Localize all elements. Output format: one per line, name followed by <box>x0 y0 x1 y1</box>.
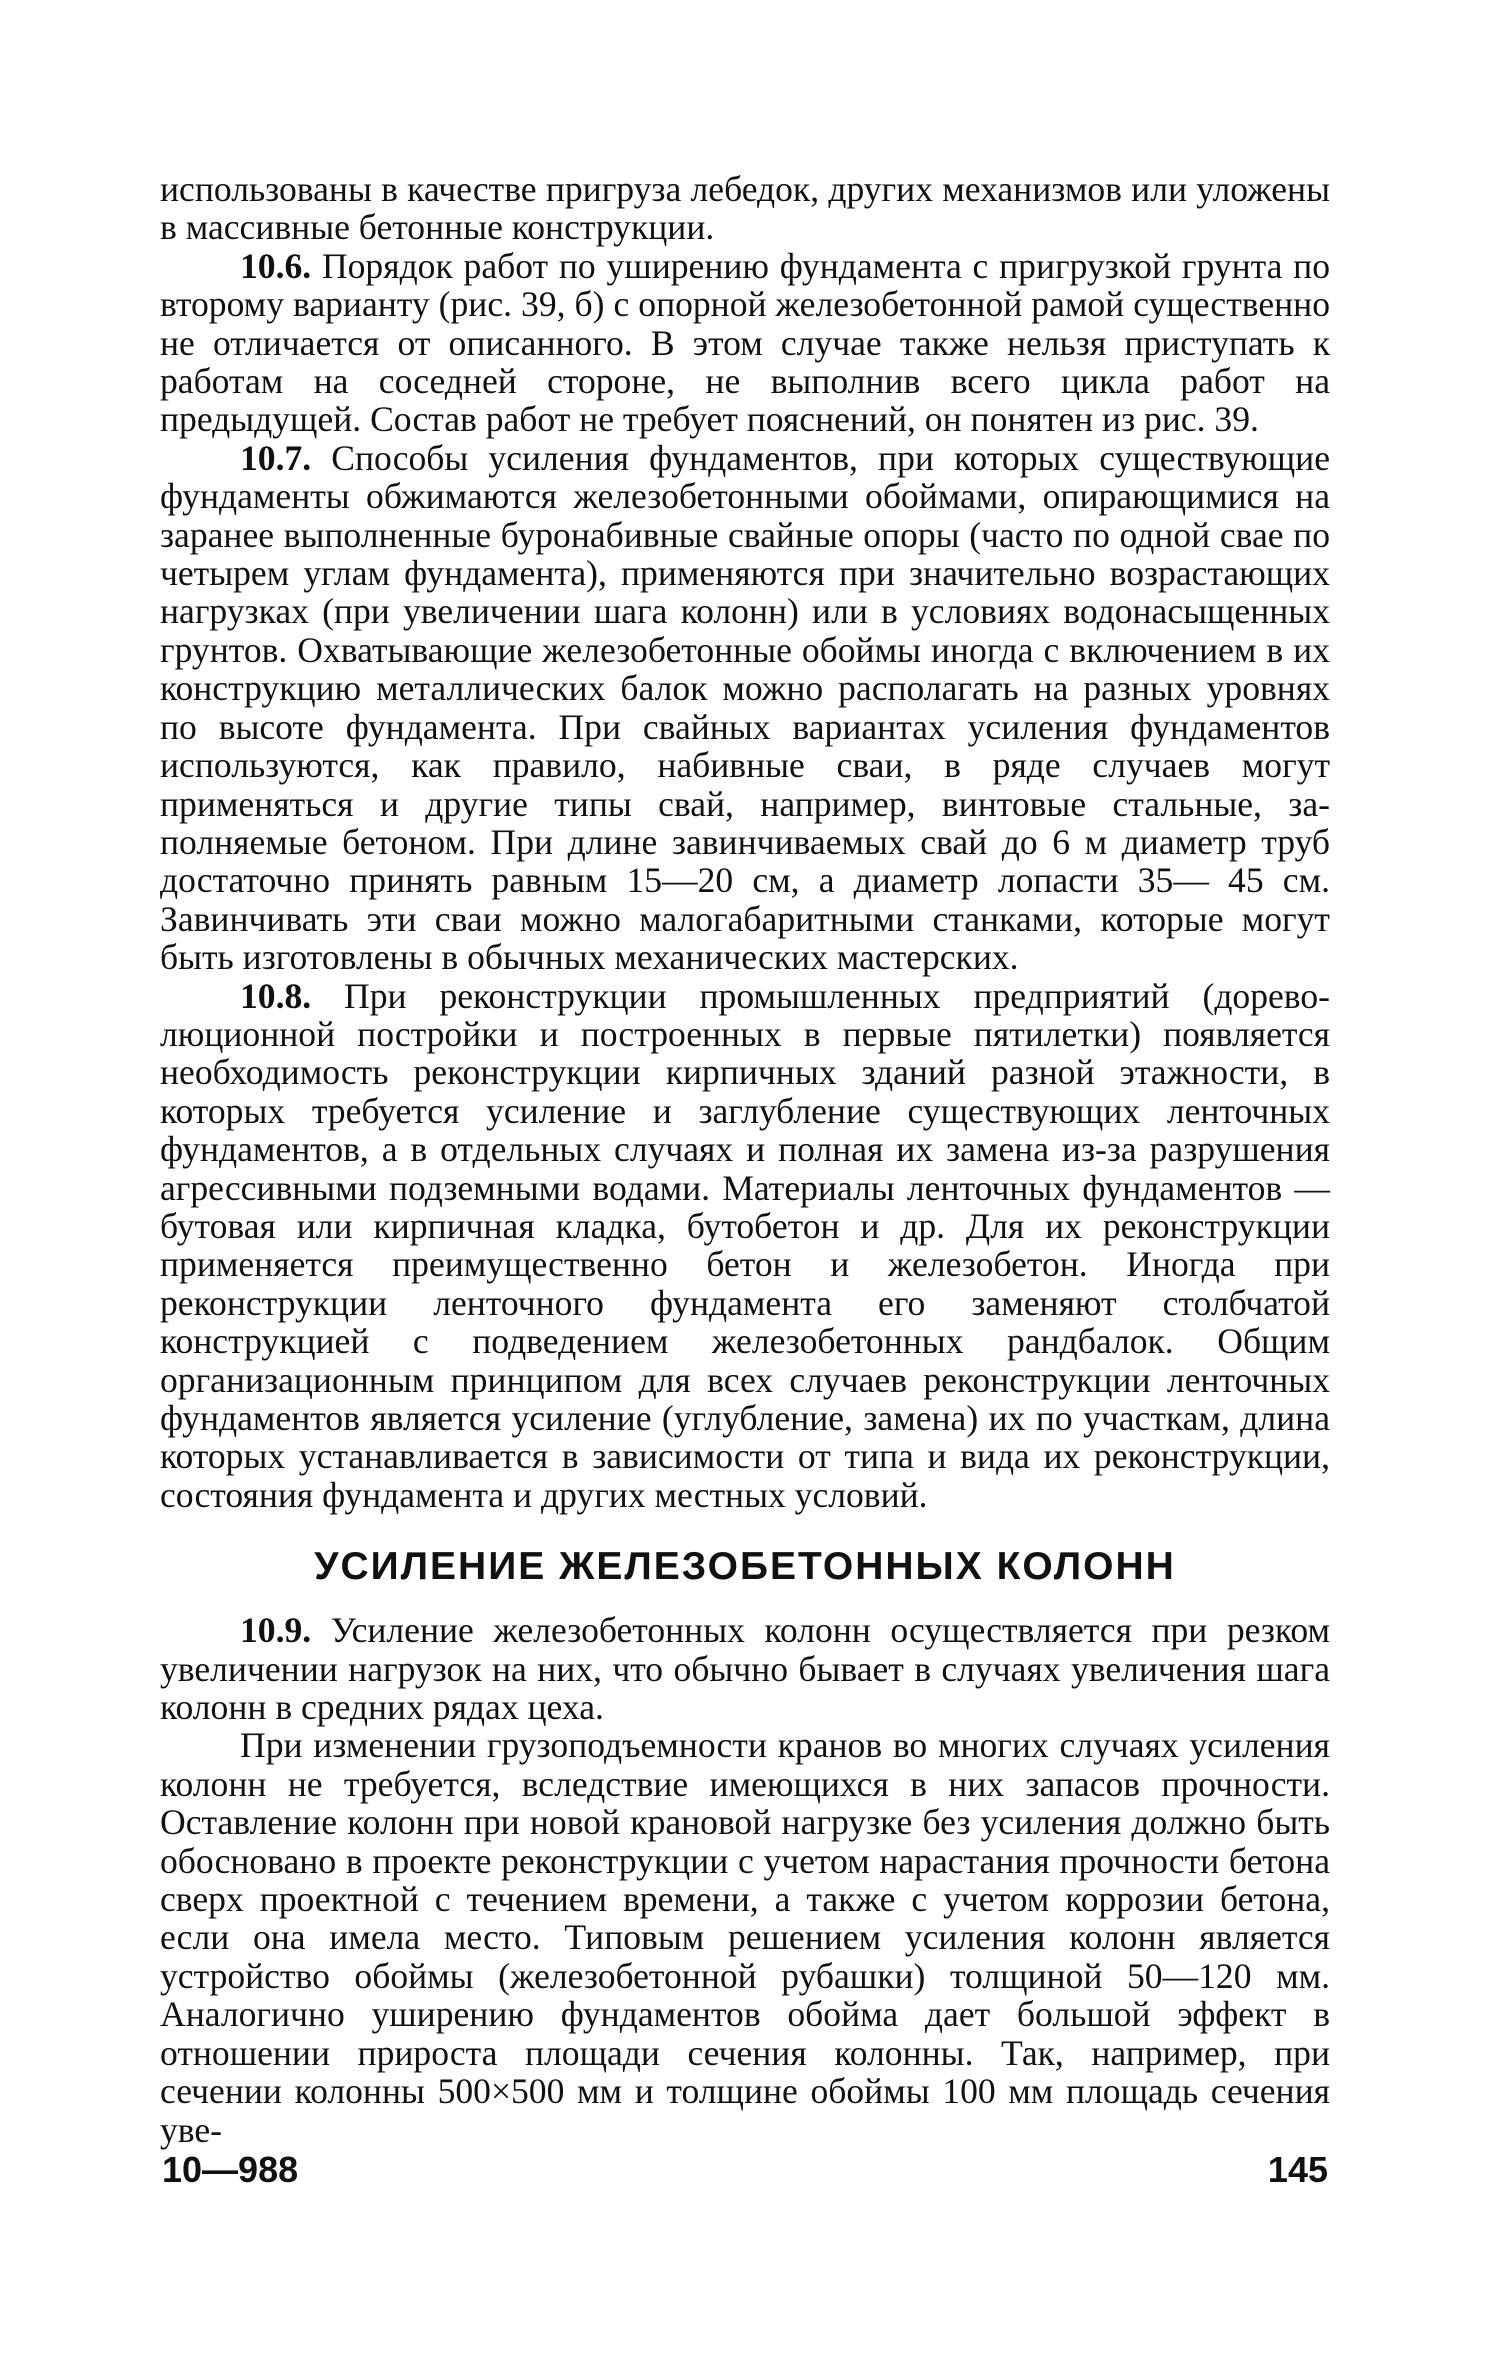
paragraph-number: 10.8. <box>240 975 312 1016</box>
paragraph-text: При изменении грузоподъемности кранов во многих случаях усиления колонн не требуется, вследствие имеющихся в них запасов прочности. Оставление колонн при новой крановой нагрузке без усиления должно быть обосновано в проекте реконструкции с учетом нарастания прочности бетона сверх проектной с течением времени, а также с учетом коррозии бетона, если она имела место. Типовым решением усиления колонн является устройство обоймы (железобетонной рубашки) толщиной 50—120 мм. Аналогично уширению фундаментов обойма дает большой эффект в отношении прироста площади сечения колонны. Так, например, при сечении колонны 500×500 мм и толщине обоймы 100 мм площадь сечения уве- <box>160 1725 1330 2150</box>
paragraph-text: Способы усиления фундаментов, при которых существующие фундаменты обжимаются железобетонными обоймами, опирающимися на заранее выполненные буронабивные свайные опоры (часто по одной свае по четырем углам фундамента), применяются при значительно возрастающих нагрузках (при увеличении шага колонн) или в условиях водонасыщенных грунтов. Охватывающие железобетонные обоймы иногда с включением в их конструкцию металлических балок можно располагать на разных уровнях по высоте фундамента. При свайных вариантах усиления фундаментов используются, как правило, набивные сваи, в ряде случаев могут применяться и другие типы свай, например, винтовые стальные, заполняемые бетоном. При длине завинчиваемых свай до 6 м диаметр труб достаточно принять равным 15—20 см, а диаметр лопасти 35— 45 см. Завинчивать эти сваи можно малогабаритными станками, которые могут быть изготовлены в обычных механических мастерских. <box>160 437 1330 978</box>
paragraph-continued <box>160 170 1330 247</box>
section-heading: УСИЛЕНИЕ ЖЕЛЕЗОБЕТОННЫХ КОЛОНН <box>314 1545 1176 1589</box>
paragraph-crane-capacity <box>160 1726 1330 2148</box>
paragraph-10-6 <box>160 247 1330 439</box>
printer-signature: 10—988 <box>162 2149 299 2190</box>
paragraph-10-8 <box>160 977 1330 1515</box>
page-number: 145 <box>1267 2149 1328 2190</box>
paragraph-number: 10.7. <box>240 437 312 478</box>
paragraph-number: 10.9. <box>240 1610 312 1651</box>
paragraph-10-9 <box>160 1611 1330 1726</box>
paragraph-text: При реконструкции промышленных предприятий (дореволюционной постройки и построенных в первые пятилетки) появляется необходимость реконструкции кирпичных зданий разной этажности, в которых требуется усиление и заглубление существующих ленточных фундаментов, а в отдельных случаях и полная их замена из-за разрушения агрессивными подземными водами. Материалы ленточных фундаментов — бутовая или кирпичная кладка, бутобетон и др. Для их реконструкции применяется преимущественно бетон и железобетон. Иногда при реконструкции ленточного фундамента его заменяют столбчатой конструкцией с подведением железобетонных рандбалок. Общим организационным принципом для всех случаев реконструкции ленточных фундаментов является усиление (углубление, замена) их по участкам, длина которых устанавливается в зависимости от типа и вида их реконструкции, состояния фундамента и других местных условий. <box>160 975 1330 1515</box>
page-body <box>160 170 1330 2149</box>
paragraph-text: Усиление железобетонных колонн осуществляется при резком увеличении нагрузок на них, что обычно бывает в случаях увеличения шага колонн в средних рядах цеха. <box>160 1610 1330 1728</box>
paragraph-text: использованы в качестве пригруза лебедок, других механизмов или уложены в массивные бетонные конструкции. <box>160 169 1330 248</box>
paragraph-10-7 <box>160 439 1330 977</box>
paragraph-number: 10.6. <box>240 245 312 286</box>
paragraph-text: Порядок работ по уширению фундамента с пригрузкой грунта по второму варианту (рис. 39, б) с опорной железобетонной рамой существенно не отличается от описанного. В этом случае также нельзя приступать к работам на соседней стороне, не выполнив всего цикла работ на предыдущей. Состав работ не требует пояснений, он понятен из рис. 39. <box>160 245 1330 440</box>
